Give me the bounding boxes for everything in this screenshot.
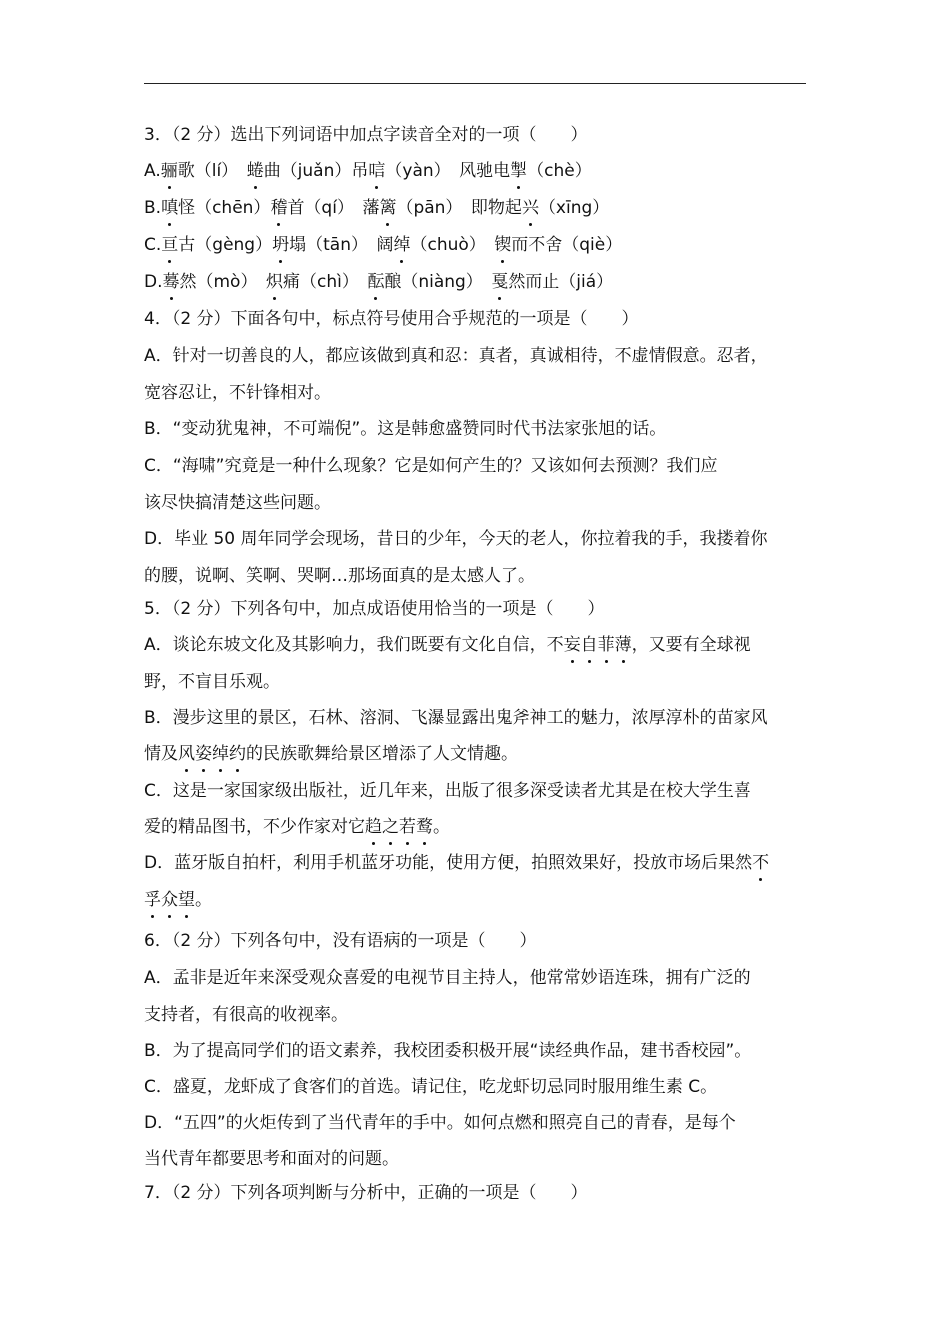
text-segment: A. [144,161,161,181]
text-segment: C．这是一家国家级出版社，近几年来，出版了很多深受读者尤其是在校大学生喜 [144,781,751,801]
text-segment: C. [144,235,162,255]
text-segment: 5．（2 分）下列各句中，加点成语使用恰当的一项是（ ） [144,599,605,619]
text-segment: （chuò） [410,235,495,255]
text-line [144,160,592,184]
emphasized-char: 嗔 [161,198,179,218]
emphasized-char: 篱 [379,198,397,218]
text-segment: C．盛夏，龙虾成了食客们的首选。请记住，吃龙虾切忌同时服用维生素 C。 [144,1077,718,1097]
emphasized-char: 蜷 [246,161,264,181]
emphasized-char: 绰 [393,235,411,255]
text-line [144,1112,736,1136]
text-line [144,967,751,991]
text-segment: B．“变动犹鬼神，不可端倪”。这是韩愈盛赞同时代书法家张旭的话。 [144,419,667,439]
text-line [144,197,609,221]
text-segment: 塌（tān） 阔 [289,235,394,255]
text-segment: （yàn） 风驰电 [385,161,511,181]
text-segment: 曲（juǎn）吊 [263,161,369,181]
text-segment: 怪（chēn） [178,198,271,218]
text-line [144,492,331,516]
text-line [144,528,768,552]
emphasized-char: 掣 [510,161,528,181]
text-line [144,1182,588,1206]
text-segment: D. [144,272,163,292]
text-segment: 痛（chì） [282,272,368,292]
text-segment: （chè） [527,161,592,181]
text-segment: D．“五四”的火炬传到了当代青年的手中。如何点燃和照亮自己的青春，是每个 [144,1113,736,1133]
text-segment: 4．（2 分）下面各句中，标点符号使用合乎规范的一项是（ ） [144,309,639,329]
text-line [144,930,537,954]
text-line [144,1076,717,1100]
text-line [144,634,751,658]
text-segment: A．孟非是近年来深受观众喜爱的电视节目主持人，他常常妙语连珠，拥有广泛的 [144,968,751,988]
text-segment: A．针对一切善良的人，都应该做到真和忍：真者，真诚相待，不虚情假意。忍者， [144,346,768,366]
text-segment: 7．（2 分）下列各项判断与分析中，正确的一项是（ ） [144,1183,588,1203]
emphasized-char: 望 [178,890,195,910]
emphasized-char: 趋 [365,817,382,837]
emphasized-char: 自 [580,635,598,655]
emphasized-char: 众 [161,890,178,910]
text-segment: 古（gèng） [178,235,273,255]
emphasized-char: 锲 [494,235,512,255]
text-segment: 支持者，有很高的收视率。 [144,1005,348,1025]
emphasized-char: 坍 [272,235,290,255]
text-line [144,780,751,804]
emphasized-char: 约 [229,744,246,764]
text-line [144,271,613,295]
text-segment: B．漫步这里的景区，石林、溶洞、飞瀑显露出鬼斧神工的魅力，浓厚淳朴的苗家风 [144,708,768,728]
emphasized-char: 若 [399,817,416,837]
emphasized-char: 之 [382,817,399,837]
emphasized-char: 蓦 [162,272,180,292]
text-segment: B．为了提高同学们的语文素养，我校团委积极开展“读经典作品，建书香校园”。 [144,1041,752,1061]
text-segment: 首（qí） 藩 [287,198,380,218]
emphasized-char: 戛 [491,272,509,292]
text-segment: B. [144,198,162,218]
emphasized-char: 菲 [597,635,615,655]
header-rule [144,83,806,84]
text-line [144,308,639,332]
text-segment: 当代青年都要思考和面对的问题。 [144,1149,399,1169]
text-segment: 野，不盲目乐观。 [144,672,280,692]
text-segment: 情及 [144,744,178,764]
emphasized-char: 炽 [265,272,283,292]
emphasized-char: 酝 [367,272,385,292]
text-line [144,124,588,148]
text-line [144,1040,751,1064]
text-segment: D．蓝牙版自拍杆，利用手机蓝牙功能，使用方便，拍照效果好，投放市场后果然 [144,853,753,873]
text-line [144,598,605,622]
text-line [144,234,622,258]
text-line [144,1004,348,1028]
text-line [144,382,331,406]
text-segment: 酿（niàng） [384,272,492,292]
emphasized-char: 亘 [161,235,179,255]
text-segment: 爱的精品图书，不少作家对它 [144,817,365,837]
emphasized-char: 兴 [521,198,539,218]
text-line [144,565,535,589]
emphasized-char: 绰 [212,744,229,764]
text-segment: 而不舍（qiè） [511,235,623,255]
text-segment: 然（mò） [179,272,266,292]
emphasized-char: 姿 [195,744,212,764]
text-segment: 3．（2 分）选出下列词语中加点字读音全对的一项（ ） [144,125,588,145]
text-segment: ，又要有全球视 [631,635,751,655]
emphasized-char: 孚 [144,890,161,910]
text-segment: （xīng） [538,198,610,218]
text-line [144,816,450,840]
text-line [144,707,768,731]
emphasized-char: 唁 [368,161,386,181]
text-segment: 。 [195,890,212,910]
emphasized-char: 骊 [160,161,178,181]
text-segment: 的腰，说啊、笑啊、哭啊…那场面真的是太感人了。 [144,566,535,586]
text-segment: 宽容忍让，不针锋相对。 [144,383,331,403]
text-segment: 。 [433,817,450,837]
emphasized-char: 风 [178,744,195,764]
text-segment: （pān） 即物起 [396,198,522,218]
text-line [144,455,717,479]
text-line [144,889,212,913]
text-segment: 歌（lí） [177,161,247,181]
emphasized-char: 妄 [563,635,581,655]
emphasized-char: 稽 [270,198,288,218]
text-segment: 该尽快搞清楚这些问题。 [144,493,331,513]
text-segment: C．“海啸”究竟是一种什么现象？它是如何产生的？又该如何去预测？我们应 [144,456,718,476]
text-segment: 然而止（jiá） [508,272,614,292]
emphasized-char: 不 [752,853,770,873]
text-segment: 的民族歌舞给景区增添了人文情趣。 [246,744,518,764]
emphasized-char: 薄 [614,635,632,655]
text-segment: D．毕业 50 周年同学会现场，昔日的少年，今天的老人，你拉着我的手，我搂着你 [144,529,768,549]
emphasized-char: 鹜 [416,817,433,837]
text-line [144,671,280,695]
text-line [144,743,518,767]
text-line [144,852,769,876]
text-line [144,345,768,369]
text-line [144,1148,399,1172]
text-line [144,418,666,442]
text-segment: A．谈论东坡文化及其影响力，我们既要有文化自信，不 [144,635,564,655]
text-segment: 6．（2 分）下列各句中，没有语病的一项是（ ） [144,931,537,951]
